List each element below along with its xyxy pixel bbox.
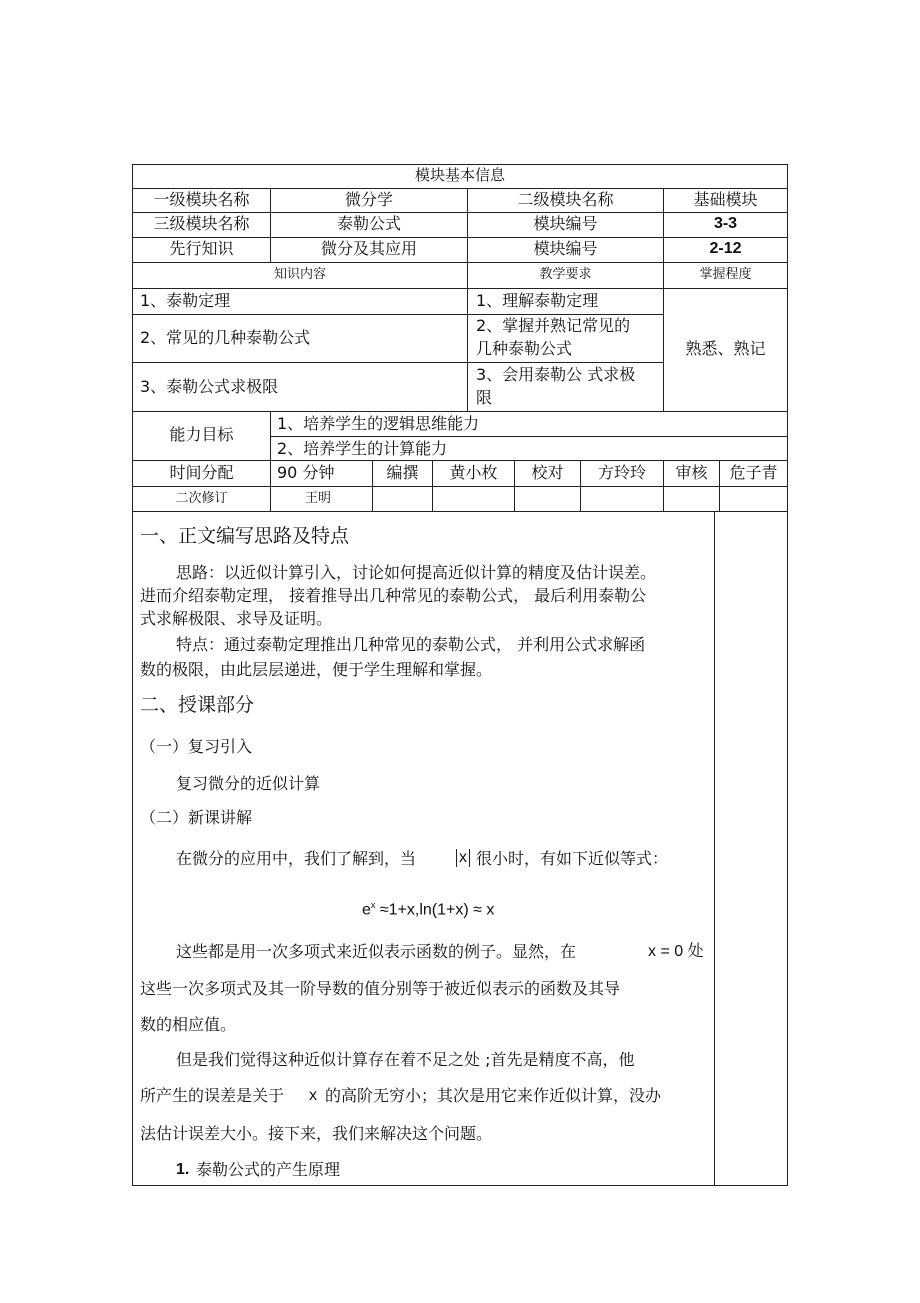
formula: $e^x \approx 1+x,\ln(1+x) \approx x$ (362, 900, 495, 919)
section-title: 一、正文编写思路及特点 (140, 525, 350, 547)
paragraph-var: x (309, 1087, 317, 1104)
requirement-line: 3、会用泰勒公 式求极 (476, 365, 636, 384)
paragraph-line: 所产生的误差是关于 (140, 1086, 285, 1105)
value-prereq-number: 2-12 (709, 240, 742, 257)
content-item: 2、常见的几种泰勒公式 (140, 328, 311, 347)
intro-text: 在微分的应用中，我们了解到，当 (176, 849, 417, 868)
section-title: 二、授课部分 (140, 694, 255, 716)
feature-line: 数的极限，由此层层递进，便于学生理解和掌握。 (140, 660, 493, 679)
abs-x: x (456, 849, 470, 867)
content-item: 1、泰勒定理 (140, 291, 231, 310)
value-prerequisite: 微分及其应用 (320, 239, 417, 258)
label-module-number: 模块编号 (533, 214, 598, 233)
label-level2: 二级模块名称 (517, 190, 614, 209)
point-title: 泰勒公式的产生原理 (196, 1160, 341, 1179)
proofer-name: 方玲玲 (597, 463, 646, 482)
label-prerequisite: 先行知识 (169, 239, 234, 258)
revision-person: 王明 (305, 491, 332, 506)
ability-label: 能力目标 (169, 425, 234, 444)
ability-item: 2、培养学生的计算能力 (277, 439, 448, 458)
value-module-number: 3-3 (713, 215, 738, 232)
idea-line: 思路：以近似计算引入，讨论如何提高近似计算的精度及估计误差。 (176, 563, 657, 582)
feature-line: 特点：通过泰勒定理推出几种常见的泰勒公式， 并利用公式求解函 (176, 635, 646, 654)
review-label: 审核 (675, 463, 708, 482)
paragraph-line: 法估计误差大小。接下来，我们来解决这个问题。 (140, 1124, 493, 1143)
value-level3: 泰勒公式 (336, 214, 401, 233)
header-content: 知识内容 (273, 267, 326, 282)
reviewer-name: 危子青 (729, 463, 778, 482)
time-duration: 90 分钟 (277, 463, 335, 482)
subsection-title: （一）复习引入 (140, 737, 253, 756)
header-requirement: 教学要求 (539, 267, 592, 282)
label-level1: 一级模块名称 (153, 190, 250, 209)
requirement-line: 几种泰勒公式 (476, 339, 573, 358)
paragraph-line: 这些一次多项式及其一阶导数的值分别等于被近似表示的函数及其导 (140, 979, 621, 998)
proof-label: 校对 (531, 463, 564, 482)
table-title: 模块基本信息 (414, 166, 505, 184)
editor-label: 编撰 (386, 463, 419, 482)
paragraph-line: 的高阶无穷小；其次是用它来作近似计算，没办 (325, 1086, 662, 1105)
paragraph-line: 但是我们觉得这种近似计算存在着不足之处 ;首先是精度不高，他 (176, 1050, 635, 1069)
paragraph-line: 数的相应值。 (140, 1015, 237, 1034)
mastery-value: 熟悉、熟记 (685, 339, 766, 358)
review-text: 复习微分的近似计算 (176, 774, 321, 793)
value-level2: 基础模块 (693, 190, 758, 209)
time-label: 时间分配 (169, 463, 234, 482)
paragraph-line: 这些都是用一次多项式来近似表示函数的例子。显然，在 (176, 942, 577, 961)
idea-line: 式求解极限、求导及证明。 (140, 609, 333, 628)
idea-line: 进而介绍泰勒定理， 接着推导出几种常见的泰勒公式， 最后利用泰勒公 (140, 586, 647, 605)
revision-label: 二次修订 (175, 491, 228, 506)
intro-text: 很小时，有如下近似等式： (476, 849, 669, 868)
ability-item: 1、培养学生的逻辑思维能力 (277, 414, 480, 433)
content-item: 3、泰勒公式求极限 (140, 377, 279, 396)
subsection-title: （二）新课讲解 (140, 808, 253, 827)
value-level1: 微分学 (344, 190, 393, 209)
requirement-line: 2、掌握并熟记常见的 (476, 316, 631, 335)
requirement-line: 限 (476, 388, 493, 407)
point-number: 1. (176, 1161, 190, 1178)
header-mastery: 掌握程度 (699, 267, 752, 282)
label-prereq-number: 模块编号 (533, 239, 598, 258)
paragraph-eq: x = 0 处 (648, 943, 704, 960)
label-level3: 三级模块名称 (153, 214, 250, 233)
requirement-line: 1、理解泰勒定理 (476, 291, 599, 310)
editor-name: 黄小枚 (449, 463, 498, 482)
